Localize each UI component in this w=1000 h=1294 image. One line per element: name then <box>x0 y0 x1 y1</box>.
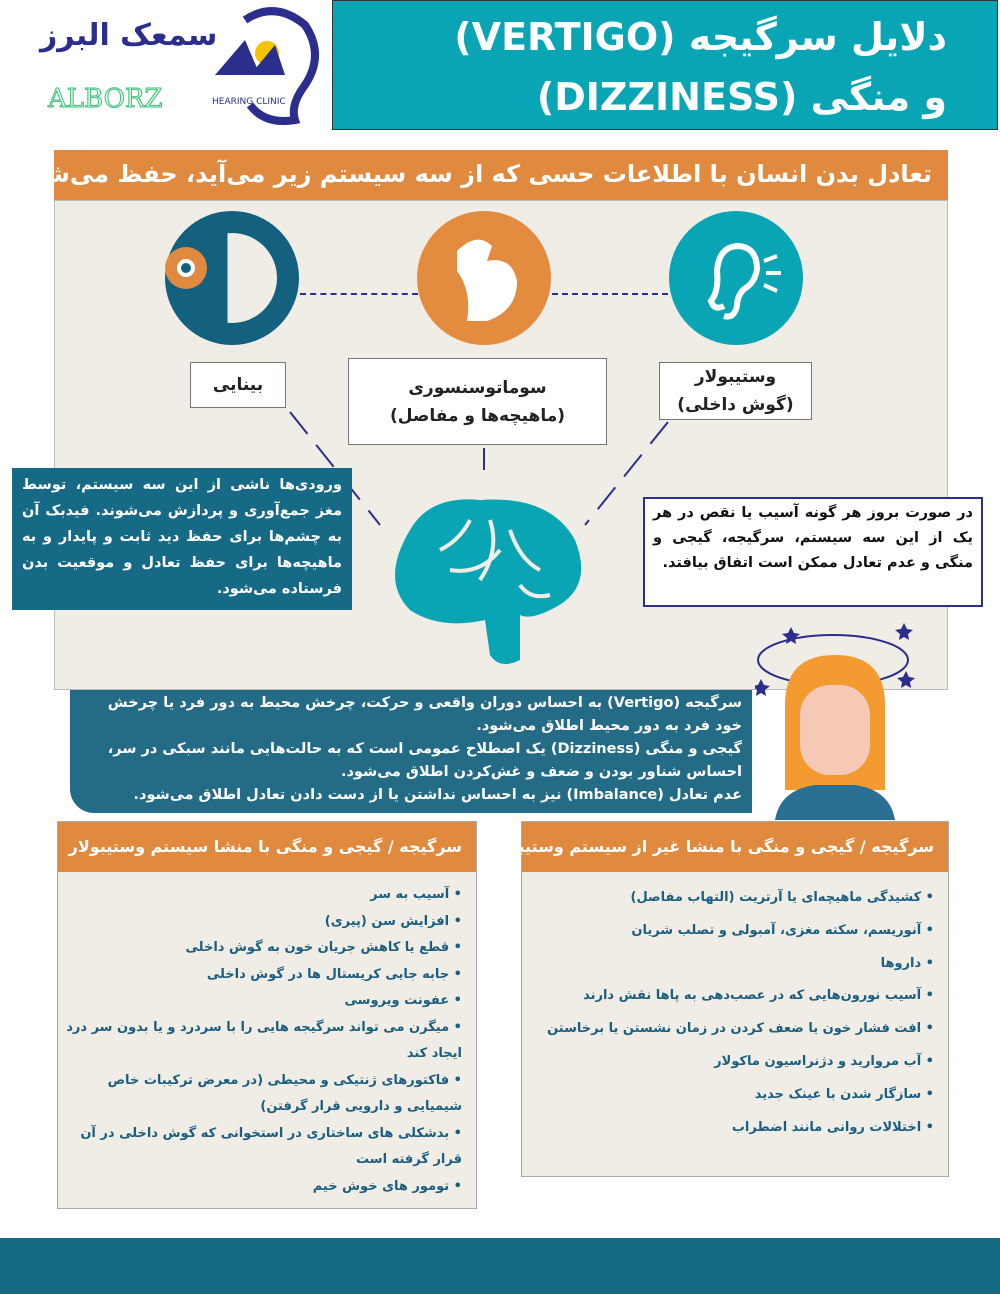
label-sub: (گوش داخلی) <box>677 395 794 415</box>
definition-vertigo: سرگیجه (Vertigo) به احساس دوران واقعی و حرکت، چرخش محیط به دور فرد یا چرخش خود فرد به دور محیط اطلاق می‌شود. <box>107 695 742 734</box>
list-item: • عفونت ویروسی <box>64 988 462 1015</box>
label-text: بینایی <box>212 375 264 395</box>
label-text: سوماتوسنسوری <box>408 377 547 398</box>
vestibular-causes-title: سرگیجه / گیجی و منگی با منشا سیستم وستیبولار <box>58 822 476 872</box>
label-text: وستیبولار <box>694 367 777 387</box>
list-item: • تومور های خوش خیم <box>64 1174 462 1201</box>
processing-info: ورودی‌ها ناشی از این سه سیستم، توسط مغز جمع‌آوری و پردازش می‌شوند. فیدبک آن به چشم‌ها برای حفظ دید ثابت و پایدار و به ماهیچه‌ها برای حفظ تعادل و موقعیت بدن فرستاده می‌شود. <box>12 468 352 610</box>
footer-bar <box>0 1238 1000 1294</box>
non-vestibular-causes-list <box>522 872 948 1152</box>
definitions-box <box>70 690 752 813</box>
title-line-2: و منگی (DIZZINESS) <box>536 75 947 119</box>
label-sub: (ماهیچه‌ها و مفاصل) <box>389 405 566 426</box>
vestibular-causes-list <box>58 872 476 1208</box>
vestibular-causes-panel <box>57 821 477 1209</box>
causes-lists <box>0 821 1000 1194</box>
non-vestibular-causes-panel <box>487 821 949 1177</box>
intro-banner: تعادل بدن انسان با اطلاعات حسی که از سه سیستم زیر می‌آید، حفظ می‌شود: <box>54 150 948 200</box>
brain-icon <box>380 490 590 670</box>
list-item: • آسیب به سر <box>64 882 462 909</box>
list-item: • داروها <box>528 948 934 981</box>
logo-subtitle: HEARING CLINIC <box>212 97 286 107</box>
list-item: • میگرن می تواند سرگیجه هایی را با سردرد و یا بدون سر درد ایجاد کند <box>64 1015 462 1068</box>
list-item: • کشیدگی ماهیچه‌ای یا آرتریت (التهاب مفاصل) <box>528 882 934 915</box>
list-item: • قطع یا کاهش جریان خون به گوش داخلی <box>64 935 462 962</box>
list-item: • آب مروارید و دژنراسیون ماکولار <box>528 1046 934 1079</box>
list-item: • اختلالات روانی مانند اضطراب <box>528 1112 934 1145</box>
bottom-section <box>0 690 1000 1194</box>
logo-name-en: ALBORZ <box>48 84 163 114</box>
list-item: • آنوریسم، سکته مغزی، آمبولی و تصلب شریان <box>528 915 934 948</box>
title-line-1: دلایل سرگیجه (VERTIGO) <box>454 15 947 59</box>
damage-info: در صورت بروز هر گونه آسیب یا نقص در هر یک از این سه سیستم، سرگیجه، گیجی و منگی و عدم تعادل ممکن است اتفاق بیافتد. <box>643 497 983 607</box>
list-item: • افزایش سن (پیری) <box>64 909 462 936</box>
list-item: • فاکتورهای ژنتیکی و محیطی (در معرض ترکیبات خاص شیمیایی و دارویی قرار گرفتن) <box>64 1068 462 1121</box>
non-vestibular-causes-title: سرگیجه / گیجی و منگی با منشا غیر از سیستم وستیبولار <box>522 822 948 872</box>
list-item: • بدشکلی های ساختاری در استخوانی که گوش داخلی در آن قرار گرفته است <box>64 1121 462 1174</box>
list-item: • افت فشار خون یا ضعف کردن در زمان نشستن یا برخاستن <box>528 1013 934 1046</box>
list-item: • جابه جایی کریستال ها در گوش داخلی <box>64 962 462 989</box>
logo-name-fa: سمعک البرز <box>40 18 218 53</box>
list-item: • آسیب نورون‌هایی که در عصب‌دهی به پاها نقش دارند <box>528 980 934 1013</box>
list-item: • سازگار شدن با عینک جدید <box>528 1079 934 1112</box>
definition-imbalance: عدم تعادل (Imbalance) نیز به احساس نداشتن یا از دست دادن تعادل اطلاق می‌شود. <box>133 787 742 803</box>
definition-dizziness: گیجی و منگی (Dizziness) یک اصطلاح عمومی است که به حالت‌هایی مانند سبکی در سر، احساس شناور بودن و ضعف و غش‌کردن اطلاق می‌شود. <box>107 741 742 780</box>
